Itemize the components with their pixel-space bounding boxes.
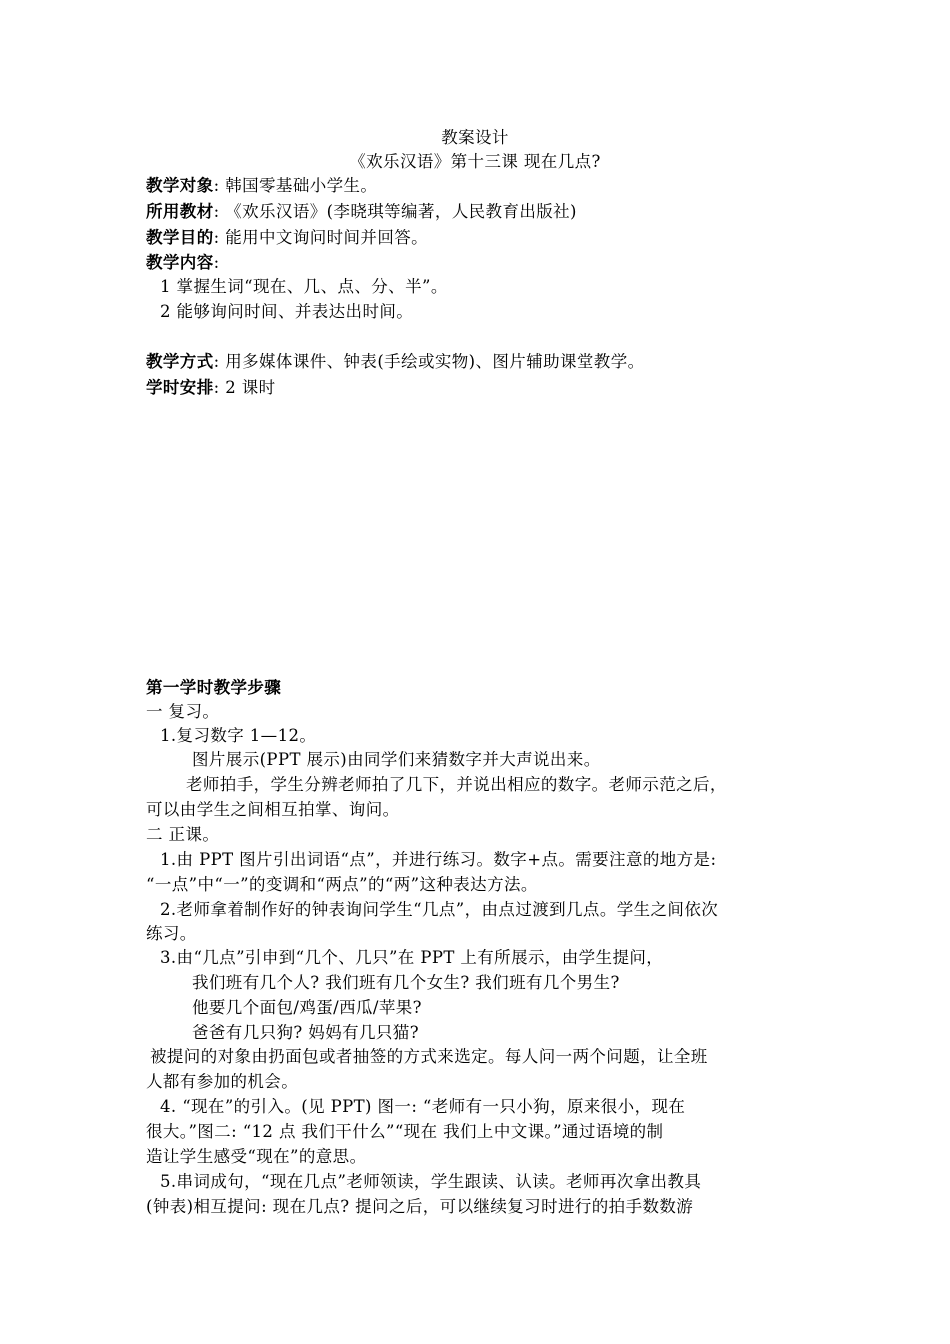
info-material-value: : 《欢乐汉语》(李晓琪等编著，人民教育出版社) [213, 202, 577, 221]
info-content-value: : [213, 253, 220, 272]
info-schedule-label: 学时安排 [146, 378, 214, 397]
step-line: 图片展示(PPT 展示)由同学们来猜数字并大声说出来。 [192, 750, 601, 769]
info-goal-label: 教学目的 [146, 228, 214, 247]
step-line: 5.串词成句，“现在几点”老师领读，学生跟读、认读。老师再次拿出教具 [160, 1172, 702, 1191]
info-schedule [146, 376, 276, 400]
step-line: “一点”中“一”的变调和“两点”的“两”这种表达方法。 [146, 875, 538, 894]
step-line: 4. “现在”的引入。(见 PPT) 图一: “老师有一只小狗，原来很小，现在 [160, 1097, 686, 1116]
step-line: 可以由学生之间相互拍掌、询问。 [146, 800, 400, 819]
step-line: 3.由“几点”引申到“几个、几只”在 PPT 上有所展示，由学生提问， [160, 948, 664, 967]
step-line: 人都有参加的机会。 [146, 1072, 299, 1091]
info-content [146, 251, 220, 275]
step-line: 我们班有几个人? 我们班有几个女生? 我们班有几个男生? [192, 973, 620, 992]
step-line: 老师拍手，学生分辨老师拍了几下，并说出相应的数字。老师示范之后， [186, 775, 727, 794]
info-method [146, 350, 645, 374]
info-object-value: : 韩国零基础小学生。 [213, 176, 378, 195]
info-content-label: 教学内容 [146, 253, 214, 272]
content-item: 1 掌握生词“现在、几、点、分、半”。 [160, 277, 448, 296]
content-item: 2 能够询问时间、并表达出时间。 [160, 302, 414, 321]
info-material [146, 200, 577, 224]
info-goal [146, 226, 428, 250]
steps-heading: 第一学时教学步骤 [146, 678, 282, 697]
step-line: 二 正课。 [146, 825, 220, 844]
info-material-label: 所用教材 [146, 202, 214, 221]
info-goal-value: : 能用中文询问时间并回答。 [213, 228, 429, 247]
doc-subtitle: 《欢乐汉语》第十三课 现在几点? [349, 152, 601, 171]
step-line: 练习。 [146, 924, 197, 943]
info-method-value: : 用多媒体课件、钟表(手绘或实物)、图片辅助课堂教学。 [213, 352, 645, 371]
step-line: 一 复习。 [146, 702, 220, 721]
info-object-label: 教学对象 [146, 176, 214, 195]
step-line: 他要几个面包/鸡蛋/西瓜/苹果? [192, 998, 422, 1017]
doc-title: 教案设计 [441, 128, 509, 147]
info-object [146, 174, 377, 198]
step-line: 爸爸有几只狗? 妈妈有几只猫? [192, 1023, 419, 1042]
step-line: 被提问的对象由扔面包或者抽签的方式来选定。每人问一两个问题，让全班 [150, 1047, 708, 1066]
step-line: 1.由 PPT 图片引出词语“点”，并进行练习。数字+点。需要注意的地方是: [160, 850, 717, 869]
step-line: 2.老师拿着制作好的钟表询问学生“几点”，由点过渡到几点。学生之间依次 [160, 900, 719, 919]
info-method-label: 教学方式 [146, 352, 214, 371]
step-line: 很大。”图二: “12 点 我们干什么”“现在 我们上中文课。”通过语境的制 [146, 1122, 664, 1141]
step-line: 1.复习数字 1—12。 [160, 726, 317, 745]
step-line: (钟表)相互提问: 现在几点? 提问之后，可以继续复习时进行的拍手数数游 [146, 1197, 694, 1216]
step-line: 造让学生感受“现在”的意思。 [146, 1147, 367, 1166]
info-schedule-value: : 2 课时 [213, 378, 276, 397]
